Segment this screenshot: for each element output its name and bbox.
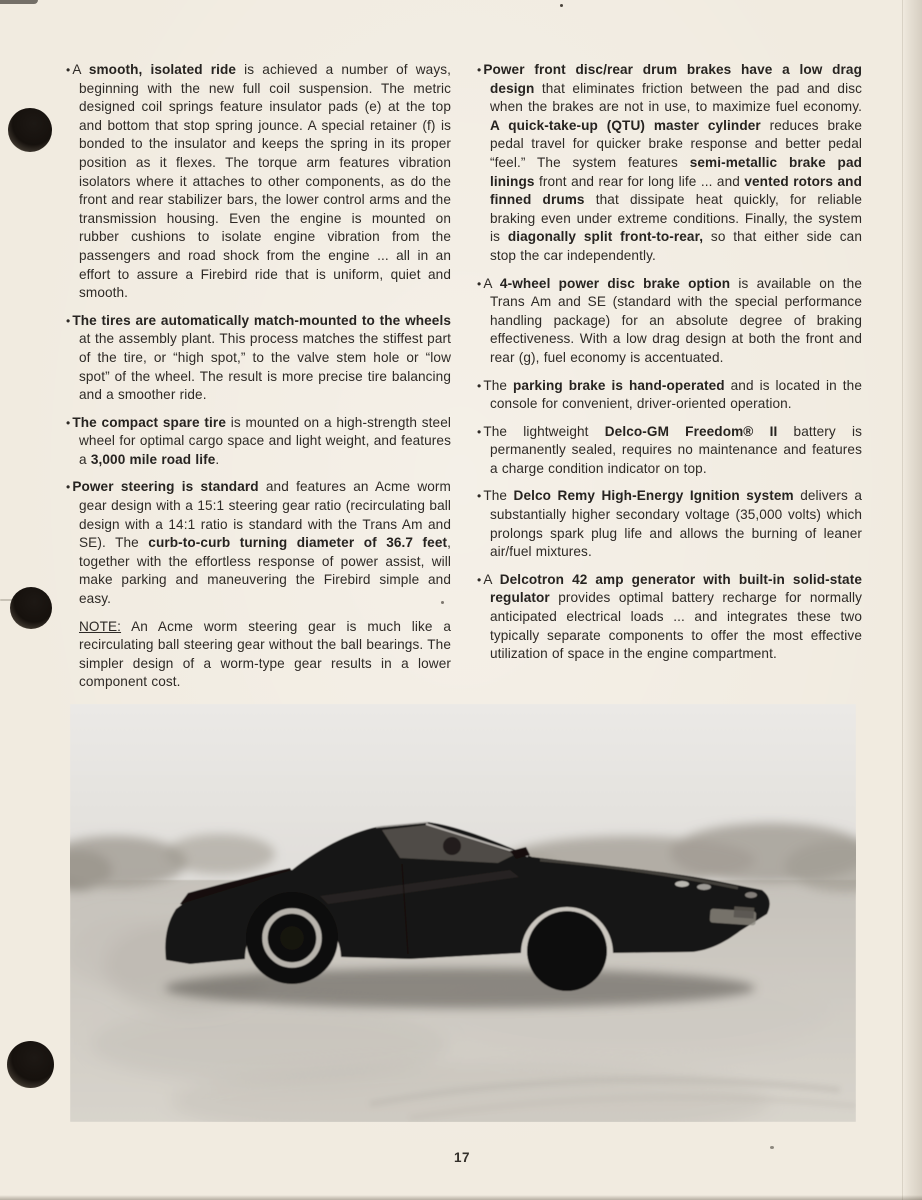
bullet-dot: •: [66, 313, 71, 328]
text-run: NOTE:: [79, 618, 122, 634]
bullet-paragraph: [66, 414, 451, 470]
text-run: Power front disc/rear drum brakes have a low drag design: [483, 62, 862, 96]
binder-hole-middle: [10, 587, 52, 629]
text-run: front and rear for long life ... and: [534, 173, 745, 189]
text-run: The tires are automatically match-mounted to the wheels: [72, 312, 451, 328]
text-run: diagonally split front-to-rear,: [507, 229, 704, 245]
firebird-photo-art: [70, 704, 856, 1122]
text-run: 3,000 mile road life: [90, 451, 216, 467]
bullet-paragraph: [477, 61, 862, 266]
driver-silhouette: [443, 837, 461, 855]
scan-edge-shadow-right: [902, 0, 922, 1200]
marker-light: [745, 892, 757, 898]
binder-hole-top: [8, 108, 52, 152]
bullet-dot: •: [66, 480, 71, 495]
bullet-paragraph: [477, 275, 862, 368]
text-run: delivers a substantially higher secondary voltage (35,000 volts) which prolongs spark plug life and allows the burning of leaner air/fuel mixtures.: [490, 488, 863, 560]
text-run: Delco Remy High-Energy Ignition system: [513, 488, 794, 504]
marker-light: [697, 884, 711, 890]
text-run: A: [72, 62, 89, 77]
text-run: at the assembly plant. This process matches the stiffest part of the tire, or “high spot,” to the valve stem hole or “low spot” of the wheel. The result is more precise tire balancing and a smoother ride.: [79, 331, 451, 403]
bullet-dot: •: [477, 424, 482, 439]
bullet-dot: •: [477, 63, 482, 77]
text-run: and features an Acme worm gear design with a 15:1 steering gear ratio (recirculating ball design with a 14:1 ratio is standard with the Trans Am and SE). The: [79, 479, 451, 551]
text-run: provides optimal battery recharge for normally anticipated electrical loads ... and integrates these two typically separate components to offer the most effective utilization of space in the engine compartment.: [490, 590, 862, 662]
text-run: vented rotors and finned drums: [490, 173, 862, 208]
right-column: [477, 61, 862, 673]
bullet-paragraph: [477, 377, 862, 414]
scan-corner-mark: [0, 0, 38, 4]
bullet-paragraph: [477, 487, 862, 561]
text-run: curb-to-curb turning diameter of 36.7 feet: [148, 535, 448, 551]
text-run: The lightweight: [483, 423, 605, 439]
front-wheel: [527, 911, 607, 991]
text-run: The: [483, 377, 513, 393]
bullet-dot: •: [477, 378, 482, 393]
grille-slot: [734, 906, 755, 918]
text-run: parking brake is hand-operated: [513, 377, 725, 393]
text-run: semi-metallic brake pad linings: [490, 154, 863, 189]
binder-hole-bottom: [7, 1041, 54, 1088]
rear-wheel-hub: [280, 926, 304, 950]
note-paragraph: [66, 618, 451, 692]
text-run: A: [483, 275, 500, 291]
paper-speck: [560, 4, 563, 7]
car-shadow: [165, 968, 755, 1008]
bullet-dot: •: [477, 489, 482, 504]
left-column: [66, 61, 451, 701]
bullet-dot: •: [477, 276, 482, 291]
text-run: A quick-take-up (QTU) master cylinder: [490, 117, 761, 133]
text-run: and is located in the console for convenient, driver-oriented operation.: [490, 377, 862, 412]
bullet-paragraph: [477, 423, 862, 479]
text-run: An Acme worm steering gear is much like a recirculating ball steering gear without the ball bearings. The simpler design of a worm-type gear results in a lower component cost.: [79, 618, 451, 690]
page-number: 17: [453, 1150, 471, 1165]
text-run: that eliminates friction between the pad and disc when the brakes are not in use, to maximize fuel economy.: [490, 80, 862, 115]
text-run: so that either side can stop the car independently.: [490, 229, 862, 263]
bullet-dot: •: [66, 63, 71, 77]
bullet-paragraph: [66, 478, 451, 608]
bullet-dot: •: [477, 572, 482, 587]
text-run: that dissipate heat quickly, for reliable braking even under extreme conditions. Finally, the system is: [490, 192, 862, 245]
bullet-paragraph: [477, 571, 862, 664]
text-run: is available on the Trans Am and SE (standard with the special performance handling package) for an absolute degree of braking effectiveness. With a low drag design at both the front and rear (g), fuel economy is accentuated.: [490, 275, 862, 365]
text-run: 4-wheel power disc brake option: [499, 275, 731, 291]
scan-edge-shadow-bottom: [0, 1195, 922, 1200]
text-run: Delcotron 42 amp generator with built-in solid-state regulator: [490, 571, 862, 606]
text-run: Delco-GM Freedom® II: [604, 423, 778, 439]
paper-speck: [770, 1146, 774, 1149]
text-run: reduces brake pedal travel for quicker brake response and better pedal “feel.” The system features: [490, 117, 863, 170]
text-run: The compact spare tire: [72, 414, 226, 430]
text-run: A: [483, 571, 500, 587]
text-run: is mounted on a high-strength steel wheel for optimal cargo space and light weight, and features a: [79, 414, 451, 467]
firebird-photo: [70, 704, 856, 1122]
text-run: Power steering is standard: [72, 479, 259, 495]
bullet-paragraph: [66, 61, 451, 303]
bullet-dot: •: [66, 415, 71, 430]
text-run: , together with the effortless response of power assist, will make parking and maneuvering the Firebird simple and easy.: [79, 535, 451, 607]
bullet-paragraph: [66, 312, 451, 405]
text-run: .: [215, 451, 220, 467]
text-run: is achieved a number of ways, beginning with the new full coil suspension. The metric designed coil springs feature insulator pads (e) at the top and bottom that stop spring jounce. A special retainer (f) is bonded to the insulator and keeps the spring in its proper position as it flexes. The torque arm features vibration isolators where it attaches to other components, as do the front and rear stabilizer bars, the lower control arms and the transmission housing. Even the engine is mounted on rubber cushions to isolate engine vibration from the passengers and road shock from the engine ... all in an effort to assure a Firebird ride that is uniform, quiet and smooth.: [79, 62, 451, 301]
text-run: The: [483, 488, 514, 504]
text-run: battery is permanently sealed, requires no maintenance and features a charge condition indicator on top.: [490, 423, 862, 476]
marker-light: [675, 881, 689, 887]
text-run: smooth, isolated ride: [88, 62, 237, 77]
